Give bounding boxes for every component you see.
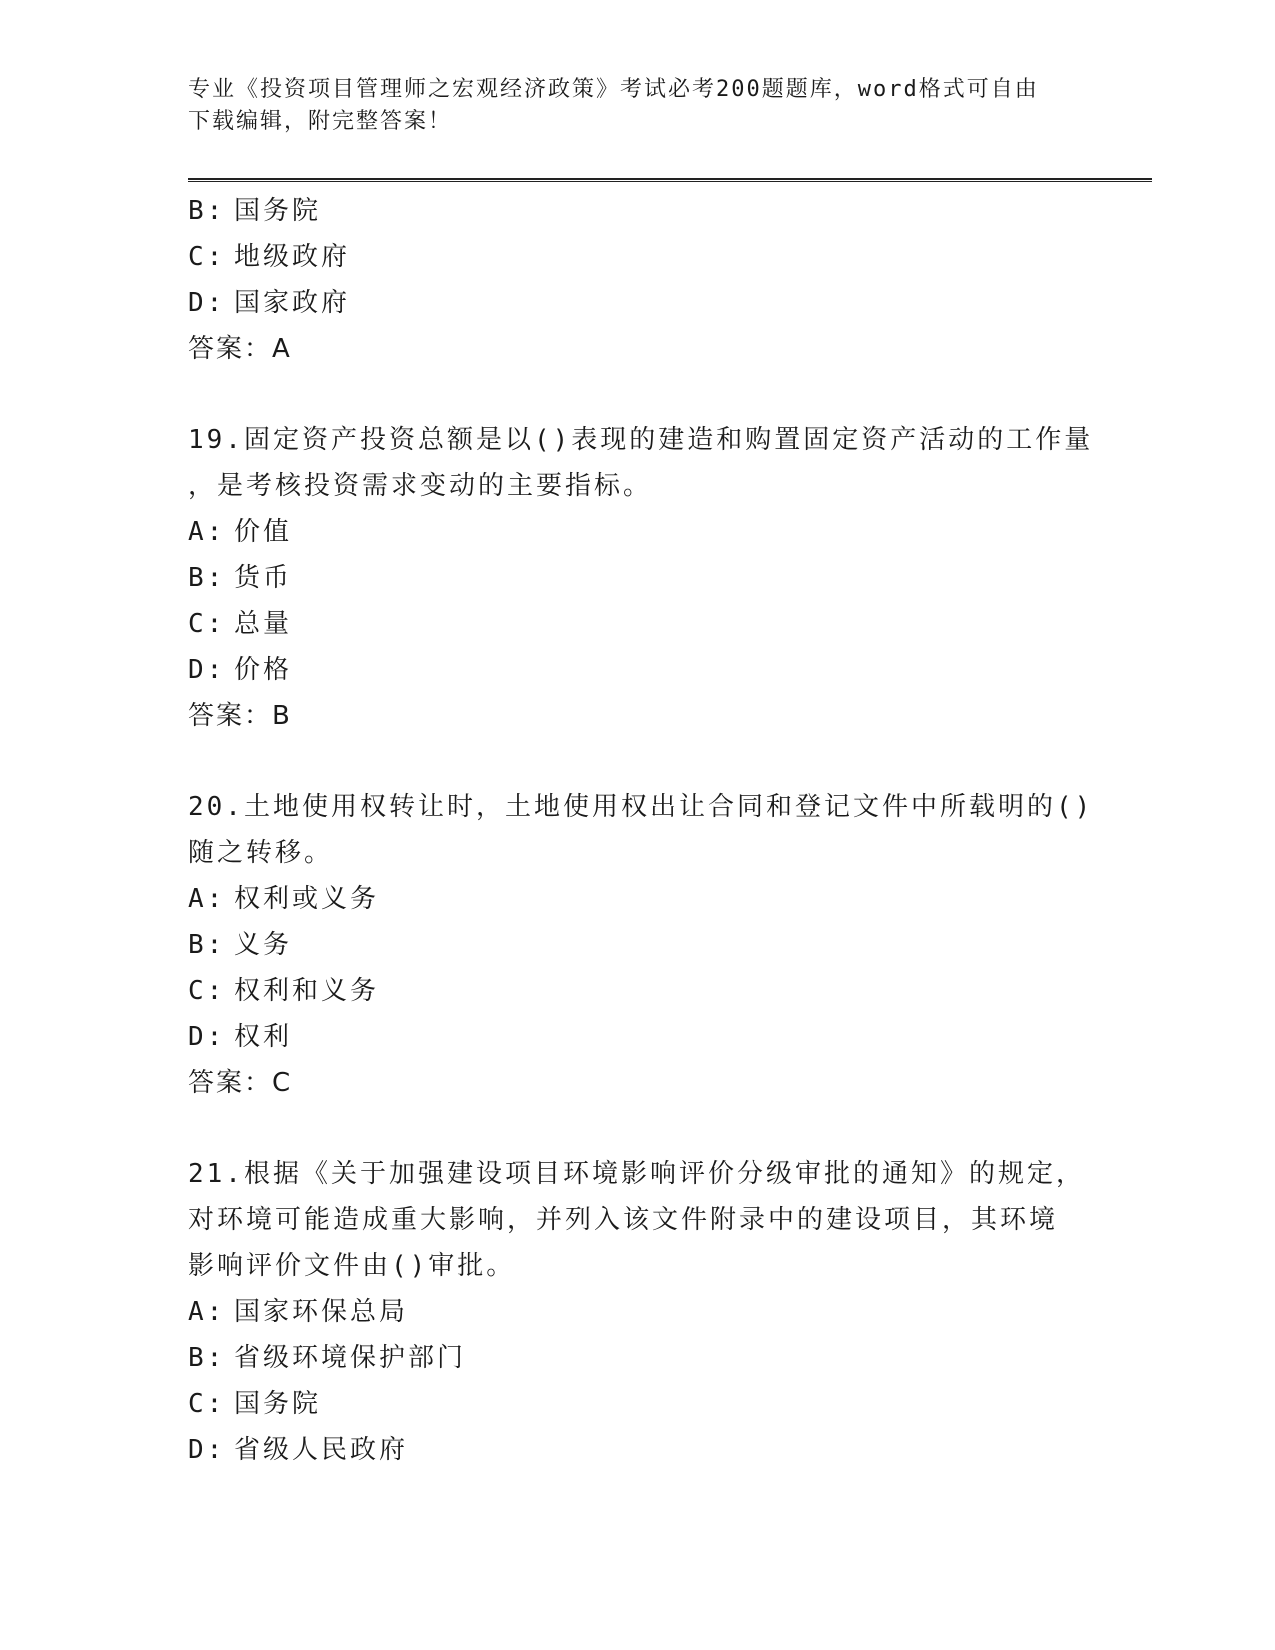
option-text: 国家政府 (234, 288, 351, 318)
option-a (188, 509, 1108, 555)
option-text: 国务院 (234, 196, 322, 226)
option-letter: A: (188, 1297, 226, 1327)
option-b (188, 555, 1108, 601)
option-letter: D: (188, 655, 226, 685)
question-stem-line: 21.根据《关于加强建设项目环境影响评价分级审批的通知》的规定， (188, 1159, 1085, 1189)
option-text: 价格 (234, 655, 293, 685)
header-divider (188, 178, 1152, 182)
option-text: 国务院 (234, 1389, 322, 1419)
question-block-20 (188, 784, 1108, 1106)
option-letter: D: (188, 288, 226, 318)
option-letter: C: (188, 242, 226, 272)
option-letter: B: (188, 930, 226, 960)
option-letter: A: (188, 884, 226, 914)
option-letter: C: (188, 976, 226, 1006)
option-text: 总量 (234, 609, 293, 639)
question-stem-line: 20.土地使用权转让时，土地使用权出让合同和登记文件中所载明的() (188, 792, 1094, 822)
question-stem-line: 对环境可能造成重大影响，并列入该文件附录中的建设项目，其环境 (188, 1205, 1059, 1235)
answer-line: 答案：B (188, 701, 292, 731)
option-text: 省级人民政府 (234, 1435, 409, 1465)
option-letter: B: (188, 563, 226, 593)
option-text: 权利或义务 (234, 884, 380, 914)
option-text: 货币 (234, 563, 293, 593)
option-c (188, 1381, 1108, 1427)
option-text: 国家环保总局 (234, 1297, 409, 1327)
question-stem-line: 影响评价文件由()审批。 (188, 1251, 516, 1281)
option-b (188, 1335, 1108, 1381)
option-letter: C: (188, 609, 226, 639)
option-text: 权利 (234, 1022, 293, 1052)
option-c (188, 234, 1108, 280)
option-b (188, 922, 1108, 968)
option-letter: B: (188, 1343, 226, 1373)
option-c (188, 968, 1108, 1014)
option-letter: B: (188, 196, 226, 226)
question-stem-line: 随之转移。 (188, 838, 334, 868)
option-d (188, 280, 1108, 326)
option-letter: D: (188, 1435, 226, 1465)
option-text: 权利和义务 (234, 976, 380, 1006)
header-line-1: 专业《投资项目管理师之宏观经济政策》考试必考200题题库，word格式可自由 (188, 77, 1039, 102)
option-d (188, 1427, 1108, 1473)
option-text: 省级环境保护部门 (234, 1343, 467, 1373)
option-d (188, 647, 1108, 693)
option-letter: D: (188, 1022, 226, 1052)
option-letter: C: (188, 1389, 226, 1419)
option-text: 价值 (234, 517, 293, 547)
question-block-18 (188, 188, 1108, 372)
question-stem-line: 19.固定资产投资总额是以()表现的建造和购置固定资产活动的工作量 (188, 425, 1094, 455)
option-a (188, 876, 1108, 922)
question-block-19 (188, 417, 1108, 739)
option-text: 地级政府 (234, 242, 351, 272)
document-header (188, 74, 1088, 138)
answer-line: 答案：C (188, 1068, 293, 1098)
option-letter: A: (188, 517, 226, 547)
option-text: 义务 (234, 930, 293, 960)
option-d (188, 1014, 1108, 1060)
option-a (188, 1289, 1108, 1335)
question-stem-line: ，是考核投资需求变动的主要指标。 (188, 471, 653, 501)
header-line-2: 下载编辑，附完整答案！ (188, 109, 453, 134)
option-c (188, 601, 1108, 647)
option-b (188, 188, 1108, 234)
answer-line: 答案：A (188, 334, 292, 364)
question-block-21 (188, 1151, 1108, 1473)
document-body (188, 188, 1108, 1473)
